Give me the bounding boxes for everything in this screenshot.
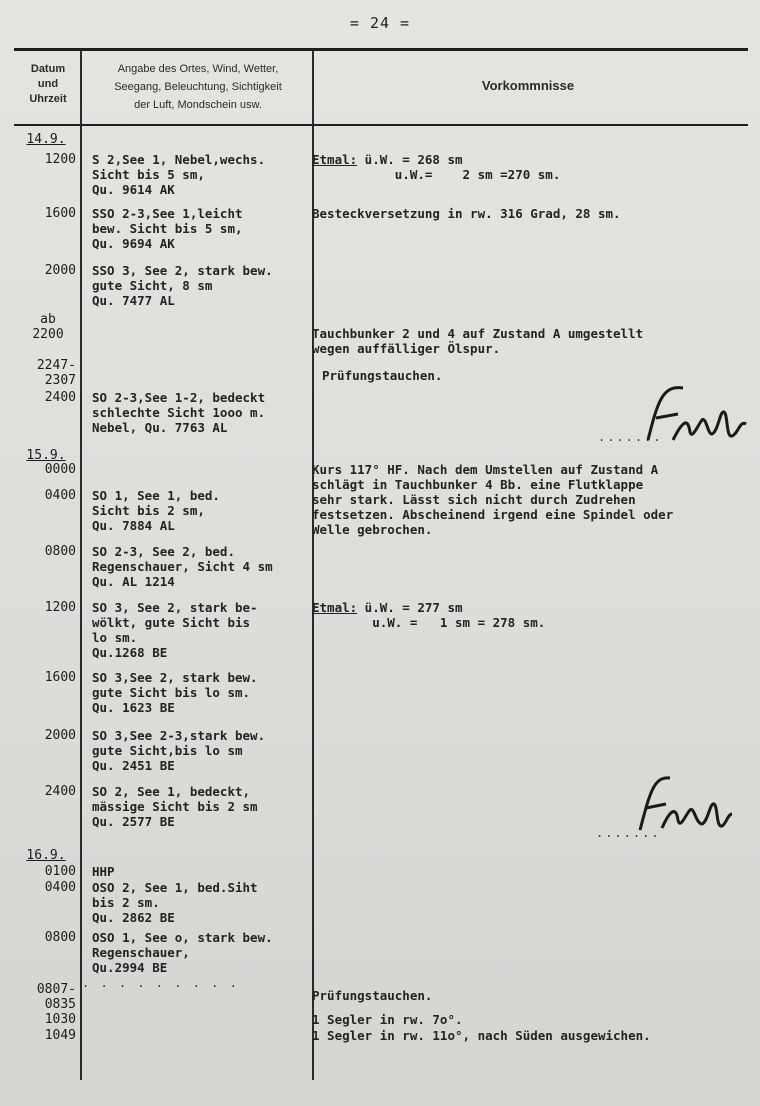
header-date-line: und (37, 78, 59, 90)
entry-location: SO 2, See 1, bedeckt, mässige Sicht bis 2 sm Qu. 2577 BE (92, 784, 258, 829)
entry-location: SO 3, See 2, stark be- wölkt, gute Sicht bis lo sm. Qu.1268 BE (92, 600, 258, 660)
signature-dots: ....... (598, 430, 663, 444)
entry-date: 14.9. (26, 132, 66, 147)
header-date-line: Datum (30, 63, 66, 75)
entry-time: 1200 (44, 600, 76, 615)
header-date-line: Uhrzeit (29, 93, 67, 105)
entry-location: SO 3,See 2-3,stark bew. gute Sicht,bis lo sm Qu. 2451 BE (92, 728, 266, 773)
entry-time: 0800 (44, 544, 76, 559)
header-top-rule (14, 48, 748, 51)
header-location-line: Angabe des Ortes, Wind, Wetter, (117, 63, 279, 75)
entry-date: 16.9. (26, 848, 66, 863)
entry-location: SO 2-3,See 1-2, bedeckt schlechte Sicht 1ooo m. Nebel, Qu. 7763 AL (92, 390, 266, 435)
entry-event: Prüfungstauchen. (312, 988, 433, 1003)
entry-time: 2000 (44, 263, 76, 278)
entry-time: 1200 (44, 152, 76, 167)
signature (628, 380, 760, 450)
header-events-column: Vorkommnisse (481, 78, 575, 93)
entry-time: 0400 (44, 488, 76, 503)
entry-time: 1600 (44, 206, 76, 221)
header-bottom-rule (14, 124, 748, 126)
entry-location: SSO 3, See 2, stark bew. gute Sicht, 8 sm Qu. 7477 AL (92, 263, 273, 308)
entry-event: 1 Segler in rw. 11o°, nach Süden ausgewichen. (312, 1028, 651, 1043)
signature (618, 768, 760, 838)
entry-event (312, 600, 752, 630)
entry-time: 0800 (44, 930, 76, 945)
entry-location: SO 1, See 1, bed. Sicht bis 2 sm, Qu. 7884 AL (92, 488, 220, 533)
header-location-line: der Luft, Mondschein usw. (134, 99, 262, 111)
entry-location: HHP (92, 864, 115, 879)
entry-time: 0000 (44, 462, 76, 477)
entry-event (312, 152, 752, 182)
column-divider-date (80, 50, 82, 1080)
entry-time: 2400 (44, 784, 76, 799)
entry-time: 2000 (44, 728, 76, 743)
entry-time: 2400 (44, 390, 76, 405)
header-location-column (84, 60, 312, 114)
entry-location: OSO 1, See o, stark bew. Regenschauer, Qu.2994 BE (92, 930, 273, 975)
page-number: = 24 = (349, 14, 411, 32)
entry-location: S 2,See 1, Nebel,wechs. Sicht bis 5 sm, Qu. 9614 AK (92, 152, 266, 197)
entry-time: 1030 (44, 1012, 76, 1027)
entry-time: 1600 (44, 670, 76, 685)
entry-location: SO 3,See 2, stark bew. gute Sicht bis lo sm. Qu. 1623 BE (92, 670, 258, 715)
etmal-label: Etmal: (312, 600, 358, 615)
entry-date: 15.9. (26, 448, 66, 463)
entry-time: 0400 (44, 880, 76, 895)
entry-location: SO 2-3, See 2, bed. Regenschauer, Sicht 4 sm Qu. AL 1214 (92, 544, 273, 589)
etmal-values: ü.W. = 268 sm u.W.= 2 sm =270 sm. (364, 152, 561, 182)
entry-event: Kurs 117° HF. Nach dem Umstellen auf Zustand A schlägt in Tauchbunker 4 Bb. eine Flutklappe sehr stark. Lässt sich nicht durch Zudrehen festsetzen. Abscheinend irgend eine Spindel oder Welle gebrochen. (312, 462, 674, 537)
entry-location: OSO 2, See 1, bed.Siht bis 2 sm. Qu. 2862 BE (92, 880, 258, 925)
etmal-values: ü.W. = 277 sm u.W. = 1 sm = 278 sm. (364, 600, 546, 630)
etmal-label: Etmal: (312, 152, 358, 167)
entry-event: 1 Segler in rw. 7o°. (312, 1012, 463, 1027)
entry-time: ab 2200 (32, 312, 64, 342)
header-date-column (18, 62, 78, 107)
entry-time: 0100 (44, 864, 76, 879)
entry-time: 0807- 0835 (36, 982, 76, 1012)
entry-time: 2247- 2307 (36, 358, 76, 388)
entry-event: Besteckversetzung in rw. 316 Grad, 28 sm. (312, 206, 621, 221)
entry-time: 1049 (44, 1028, 76, 1043)
header-location-line: Seegang, Beleuchtung, Sichtigkeit (114, 81, 282, 93)
signature-dots: ....... (596, 826, 661, 840)
time-dots: . . . . . . . . . (82, 976, 239, 990)
entry-event: Prüfungstauchen. (322, 368, 443, 383)
entry-event: Tauchbunker 2 und 4 auf Zustand A umgestellt wegen auffälliger Ölspur. (312, 326, 644, 356)
entry-location: SSO 2-3,See 1,leicht bew. Sicht bis 5 sm, Qu. 9694 AK (92, 206, 243, 251)
